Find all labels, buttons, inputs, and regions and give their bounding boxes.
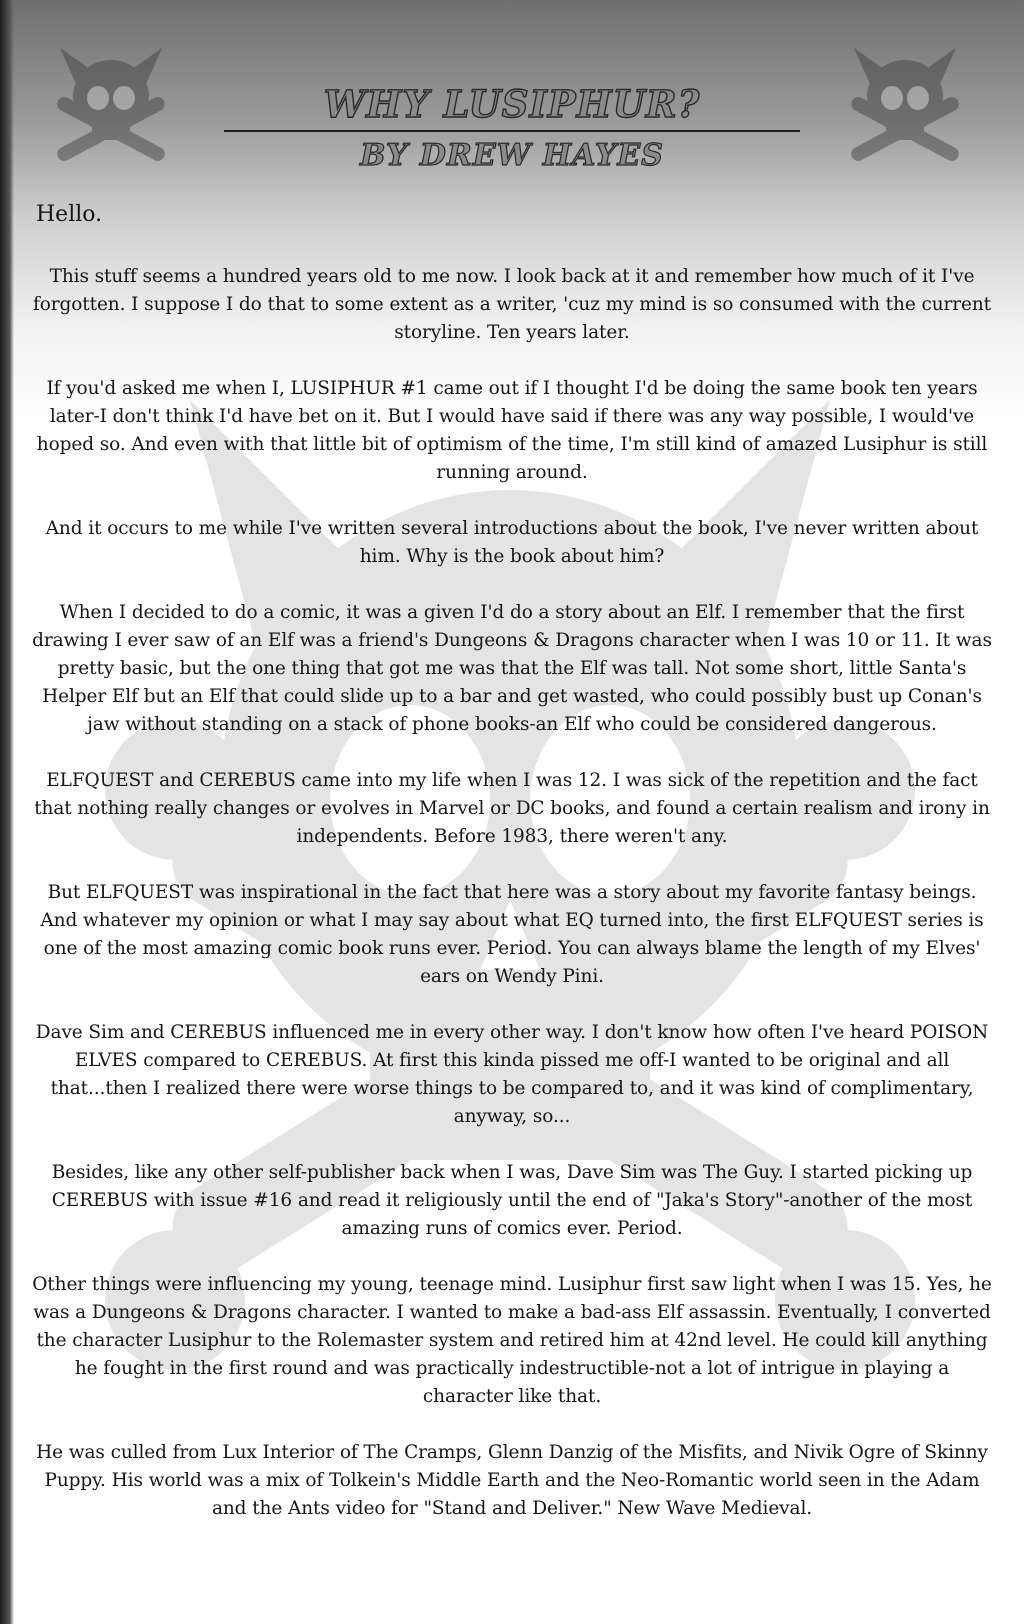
article-body <box>30 263 994 1551</box>
paragraph: But ELFQUEST was inspirational in the fact that here was a story about my favorite fantasy beings. And whatever my opinion or what I may say about what EQ turned into, the first ELFQUEST series is one of the most amazing comic book runs ever. Period. You can always blame the length of my Elves' ears on Wendy Pini. <box>40 882 984 987</box>
article-header <box>0 82 1024 174</box>
paragraph: Other things were influencing my young, teenage mind. Lusiphur first saw light when I was 15. Yes, he was a Dungeons & Dragons character. I wanted to make a bad-ass Elf assassin. Eventually, I converted the character Lusiphur to the Rolemaster system and retired him at 42nd level. He could kill anything he fought in the first round and was practically indestructible-not a lot of intrigue in playing a character like that. <box>32 1274 992 1407</box>
paragraph: Dave Sim and CEREBUS influenced me in every other way. I don't know how often I've heard POISON ELVES compared to CEREBUS. At first this kinda pissed me off-I wanted to be original and all that...then I realized there were worse things to be compared to, and it was kind of complimentary, anyway, so... <box>35 1022 989 1127</box>
page-binding-edge <box>0 0 14 1624</box>
greeting: Hello. <box>36 202 103 227</box>
article-byline: BY DREW HAYES <box>360 138 664 173</box>
paragraph: If you'd asked me when I, LUSIPHUR #1 came out if I thought I'd be doing the same book ten years later-I don't think I'd have bet on it. But I would have said if there was any way possible, I would've hoped so. And even with that little bit of optimism of the time, I'm still kind of amazed Lusiphur is still running around. <box>36 378 988 483</box>
paragraph: Besides, like any other self-publisher back when I was, Dave Sim was The Guy. I started picking up CEREBUS with issue #16 and read it religiously until the end of "Jaka's Story"-another of the most amazing runs of comics ever. Period. <box>51 1162 973 1239</box>
paragraph: And it occurs to me while I've written several introductions about the book, I've never written about him. Why is the book about him? <box>45 518 979 567</box>
paragraph: This stuff seems a hundred years old to me now. I look back at it and remember how much of it I've forgotten. I suppose I do that to some extent as a writer, 'cuz my mind is so consumed with the current storyline. Ten years later. <box>32 266 992 343</box>
paragraph: He was culled from Lux Interior of The Cramps, Glenn Danzig of the Misfits, and Nivik Ogre of Skinny Puppy. His world was a mix of Tolkein's Middle Earth and the Neo-Romantic world seen in the Adam and the Ants video for "Stand and Deliver." New Wave Medieval. <box>36 1442 988 1519</box>
paragraph: ELFQUEST and CEREBUS came into my life when I was 12. I was sick of the repetition and the fact that nothing really changes or evolves in Marvel or DC books, and found a certain realism and irony in independents. Before 1983, there weren't any. <box>34 770 990 847</box>
article-title: WHY LUSIPHUR? <box>323 82 701 126</box>
paragraph: When I decided to do a comic, it was a given I'd do a story about an Elf. I remember that the first drawing I ever saw of an Elf was a friend's Dungeons & Dragons character when I was 10 or 11. It was pretty basic, but the one thing that got me was that the Elf was tall. Not some short, little Santa's Helper Elf but an Elf that could slide up to a bar and get wasted, who could possibly bust up Conan's jaw without standing on a stack of phone books-an Elf who could be considered dangerous. <box>32 602 992 735</box>
title-divider <box>224 130 800 132</box>
